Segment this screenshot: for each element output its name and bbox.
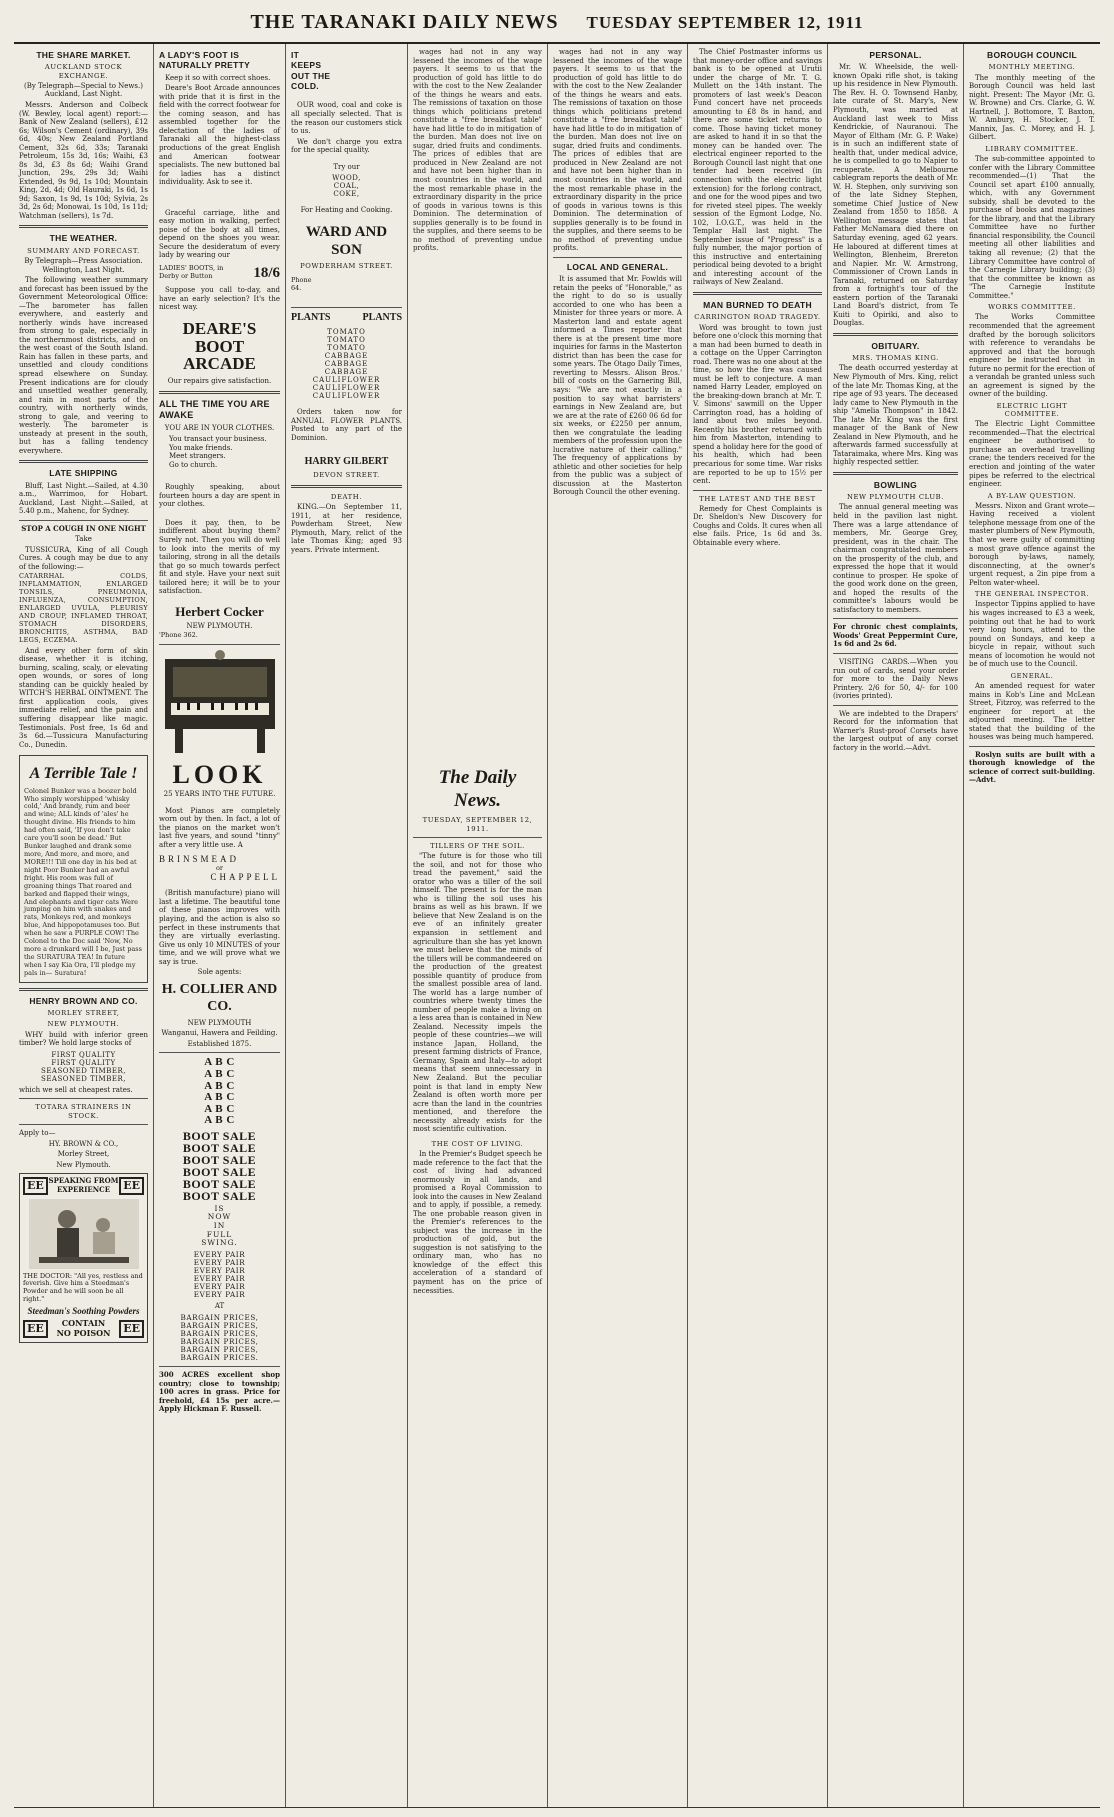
list-item: You transact your business. (169, 435, 267, 444)
masthead (14, 10, 1100, 44)
piano-body: Most Pianos are completely worn out by then. In fact, a lot of the pianos on the market won't last five years, and sound "tinny" after a very little use. A (159, 806, 280, 849)
bargain-line: BARGAIN PRICES, (180, 1328, 259, 1338)
apply-label: Apply to— (19, 1129, 56, 1137)
time-awake-body-2: Does it pay, then, to be indifferent about buying them? Surely not. Then you will do well to look into the merits of my tailoring, strong in all the details that go so much towards perfect fit and style. Have your next suit tailored here; it will be to your satisfaction. (159, 518, 280, 596)
list-item: TOMATO (327, 343, 366, 352)
steedman-logo: EE (23, 1320, 48, 1337)
column-4-upper-text (413, 48, 542, 760)
steedman-top-row (23, 1177, 144, 1194)
bylaw-heading: A BY-LAW QUESTION. (987, 491, 1077, 500)
share-market-body: Messrs. Anderson and Colbeck (W. Bewley, local agent) report:—Bank of New Zealand (sellers), £12 6s; Wilson's Cement (ordinary), 39s 6d, 40s; New Zealand Portland Cement, 32s 6d, 33s; Taranaki Petroleum, 15s 3d, 16s; Waihi, £3 8s 3d, £3 8s 6d; Waihi Grand Junction, 29s, 29s 3d; Waihi Extended, 9s 9d, 1s 10d; Mountain King, 2d, 4d; Old Hauraki, 1s 6d, 1s 9d; Saxon, 1s 9d, 1s 10d; Sylvia, 2s 3d, 2s 6d; Monowai, 1s 10d, 1s 11d; Watchman (sellers), 1s 7d. (19, 100, 148, 220)
divider (19, 520, 148, 521)
acres-ad: 300 ACRES excellent shop country; close to township; 100 acres in grass. Price for freehold, £4 15s per acre.—Apply Hickman F. Russell. (159, 1370, 280, 1414)
abc-line: A B C (204, 1056, 235, 1069)
local-general-body: It is assumed that Mr. Fowlds will retain the peeks of "Honorable," as the right to do so is usually accorded to one who has been a Minister for three years or more. A Masterton land and estate agent informed a Times reporter that there is at the present time more inquiries for farms in the Masterton district than has been the case for some years. The Otago Daily Times, reverting to Messrs. Alison Bros.' bill of costs on the Garnering Bill, says: "We are not exactly in a position to say what barristers' earnings in New Zealand are, but we are at the rate of £260 06 6d for six weeks, or £2250 per annum, then we congratulate the leading members of the profession upon the lucrative nature of their calling." The frequency of applications by athletic and other societies for help from the public was a subject of discussion at the Masterton Borough Council the other evening. (553, 275, 682, 497)
latest-heading: THE LATEST AND THE BEST (699, 494, 816, 503)
apply-town: New Plymouth. (56, 1160, 111, 1169)
coal-body: OUR wood, coal and coke is all specially selected. That is the reason our customers stick to us. (291, 101, 402, 136)
piano-body-2: (British manufacture) piano will last a lifetime. The beautiful tone of these pianos improves with playing, and the action is also so perfect in these instruments that they are virtually everlasting. Give us only 10 MINUTES of your time, and we will prove what we say is true. (159, 889, 280, 966)
abc-line: A B C (204, 1091, 235, 1104)
column-2 (154, 44, 286, 1807)
list-item: Meet strangers. (169, 452, 226, 461)
henry-brown-town: NEW PLYMOUTH. (47, 1020, 120, 1029)
inspector-heading: THE GENERAL INSPECTOR. (974, 590, 1090, 599)
list-item: COKE, (333, 190, 360, 199)
ward-address: POWDERHAM STREET. (300, 262, 393, 271)
chappell-label: CHAPPELL (210, 872, 280, 883)
weather-heading: THE WEATHER. (49, 233, 118, 244)
plants-header (291, 312, 402, 324)
electric-heading: ELECTRIC LIGHT COMMITTEE. (996, 401, 1068, 419)
ward-phone: Phone 64. (291, 275, 312, 292)
time-awake-heading: ALL THE TIME YOU ARE AWAKE (159, 398, 270, 420)
divider (19, 460, 148, 463)
divider (969, 746, 1095, 747)
local-general-continued: The Chief Postmaster informs us that money-order office and savings bank is to be opened at Urutii under the charge of Mr. T. G. Mullett on the 14th instant. The promoters of last week's Deacon Fund concert have net proceeds amounting to £8 8s in hand, and there are some ticket returns to come. Those having ticket money are asked to hand it in so that the money can be handed over. The electrical engineer reported to the Borough Council last night that one tender had been received (in connection with the electric light extension) for the forlong contract, and one for the wood pipes and two for riveted steel pipes. The weekly session of the Egmont Lodge, No. 102, I.O.G.T., was held in the Templar Hall last night. The September issue of "Progress" is a fully number, the major portion of this instructive and entertaining periodical being devoted to a bright and interesting account of the railways of New Zealand. (693, 48, 822, 287)
look-sub: 25 YEARS INTO THE FUTURE. (163, 790, 276, 799)
henry-brown-close: which we sell at cheapest rates. (19, 1085, 133, 1094)
inspector-body: Inspector Tippins applied to have his wages increased to £3 a week, pointing out that he had to work very long hours, attend to the pound on Sundays, and keep a bicycle in repair, without such means of locomotion he would not be of much use to the Council. (969, 600, 1095, 669)
personal-body: Mr. W. Wheelside, the well-known Opaki rifle shot, is taking up his residence in New Plymouth. The Rev. H. O. Townsend Hanby, late curate of St. Mary's, New Plymouth, was married at Auckland last week to Miss Kendrickie, of Nauranoui. The Mayor of Eltham (Mr. G. P. Wake) is in such an indifferent state of health that, under medical advice, he is compelled to go to Napier to recuperate. A Melbourne cablegram reports the death of Mr. W. H. Stephen, only surviving son of the late Sidney Stephen, sometime Chief Justice of New Zealand from 1850 to 1858. A Wellington message states that Father McNamara died there on Saturday evening, aged 62 years. He laboured at different times at Wellington, Blenheim, Brereton and Napier. Mr. W. Armstrong, Commissioner of Crown Lands in Taranaki, returned on Saturday from a fortnight's tour of the eastern portion of the Taranaki Land Board's district, from Te Kuiti to Opiriki, and also to Douglas. (833, 63, 959, 328)
time-awake-sub: YOU ARE IN YOUR CLOTHES. (164, 423, 275, 432)
or-label: or (215, 863, 224, 872)
divider (19, 988, 148, 991)
tillers-body: "The future is for those who till the soil, and not for those who tread the pavement," said the orator who was a tiller of the soil himself. The present is for the man who is tilling the soil uses his brains as well as his brawn. If we believe that New Zealand is on the eve of an infinitely greater expansion in settlement and agriculture than she has yet known we must believe that the minds of the tillers will be commandeered on the production of the greatest possible quantity of produce from the smallest possible area of land. The world has a large number of countries where twenty times the number of people make a living on a less area than is contained in New Zealand. Necessity impels the people of these countries—we will instance Japan, Holland, the present farming districts of France, Germany, Spain and Italy—to adopt means that seem unnecessary in New Zealand. But the peculiar point is that land in empty New Zealand is often worth more per acre than the land in the countries mentioned, and therefore the necessity already exists for the most scientific cultivation. (413, 852, 542, 1134)
every-pair-line: EVERY PAIR (193, 1257, 246, 1267)
divider (833, 618, 958, 619)
every-pair-line: EVERY PAIR (193, 1282, 246, 1292)
plants-body: Orders taken now for ANNUAL FLOWER PLANTS. Posted to any part of the Dominion. (291, 408, 402, 442)
column-grid (14, 44, 1100, 1808)
list-item: FIRST QUALITY (51, 1050, 116, 1059)
bowling-body: The annual general meeting was held in the pavilion last night. There was a large attendance of members, Mr. George Grey, president, was in the chair. The chairman congratulated members on the prosperity of the club, and expressed the hope that it would continue to prosper. He spoke of the good work done on the green, and hoped the results of the committee's labours would be satisfactory to members. (833, 503, 958, 614)
abc-block (159, 1057, 280, 1126)
list-item: WOOD, (332, 174, 361, 183)
works-heading: WORKS COMMITTEE. (988, 303, 1076, 312)
divider (159, 391, 280, 394)
ward-name: WARD AND SON (305, 223, 388, 259)
list-item: SEASONED TIMBER, (41, 1066, 126, 1075)
steedman-top-text: SPEAKING FROM EXPERIENCE (48, 1176, 119, 1194)
roslyn-ad: Roslyn suits are built with a thorough knowledge of the science of correct suit-building.—Advt. (969, 749, 1095, 785)
gilbert-name: HARRY GILBERT (304, 456, 389, 468)
lady-foot-heading: A LADY'S FOOT IS NATURALLY PRETTY (159, 50, 251, 71)
plants-left: PLANTS (291, 311, 331, 323)
personal-heading: PERSONAL. (869, 50, 922, 60)
column-4 (408, 44, 548, 1807)
sale-line: BOOT SALE (182, 1176, 257, 1191)
obituary-subheading: MRS. THOMAS KING. (852, 354, 939, 363)
now-in-swing-block (159, 1205, 280, 1248)
every-pair-line: EVERY PAIR (193, 1265, 246, 1275)
library-heading: LIBRARY COMMITTEE. (985, 144, 1079, 153)
fuel-list (291, 174, 402, 198)
column-6 (688, 44, 828, 1807)
list-item: You make friends. (169, 443, 233, 452)
column-1 (14, 44, 154, 1807)
abc-line: A B C (204, 1068, 235, 1080)
cost-of-living-continued: wages had not in any way lessened the incomes of the wage payers. It seems to us that the production of gold has little to do with the cost to the New Zealander of the things he wears and eats. The remissions of taxation on those things which politicians pretend constitute a "free breakfast table" have had little to do in mitigation of the burden. Man does not live on sugar, dried fruits and condiments. The prices of edibles that are produced in New Zealand are not and have not been higher than in most countries in the world, and the most remarkable phase in the extraordinary disparity in the price of goods in various towns is this Dominion. The determination of supplies generally is to be found in the supplies, and there seems to be no method of preventing undue profits. (553, 48, 682, 253)
cocker-phone: 'Phone 362. (159, 631, 198, 640)
list-item: CABBAGE (324, 367, 369, 376)
cough-ad-list: CATARRHAL COLDS, INFLAMMATION, ENLARGED TONSILS, PNEUMONIA, INFLUENZA, CONSUMPTION, ENLARGED UVULA, PLEURISY AND CROUP, INFLAMED THROAT, STOMACH DISORDERS, BRONCHITIS, ASTHMA, BAD LEGS, ECZEMA. (19, 572, 148, 644)
list-item: COAL, (333, 182, 360, 191)
collier-name: H. COLLIER AND CO. (161, 981, 278, 1014)
divider (291, 485, 402, 488)
plants-list (291, 328, 402, 400)
divider (833, 653, 958, 654)
share-market-subheading: AUCKLAND STOCK EXCHANGE. (44, 63, 123, 80)
general-body: An amended request for water mains in Kob's Line and McLean Street, Fitzroy, was referred to the engineer for report at the adjourned meeting. The letter stated that the building of the houses was being much hampered. (969, 682, 1095, 742)
column-7 (828, 44, 964, 1807)
burned-heading: MAN BURNED TO DEATH (703, 299, 812, 310)
divider (553, 257, 682, 258)
column-5 (548, 44, 688, 1807)
list-item: Go to church. (169, 460, 218, 469)
divider (19, 1124, 148, 1125)
cough-ad-heading: STOP A COUGH IN ONE NIGHT (21, 523, 146, 533)
newspaper-title: THE TARANAKI DAILY NEWS (250, 11, 559, 33)
every-pair-line: EVERY PAIR (193, 1249, 246, 1259)
doctor-illustration (29, 1199, 139, 1269)
try-label: Try our (333, 162, 360, 171)
collier-towns: Wanganui, Hawera and Feilding. (161, 1029, 278, 1038)
list-item: CABBAGE (324, 351, 369, 360)
gilbert-address: DEVON STREET. (313, 471, 380, 480)
bargain-line: BARGAIN PRICES, (180, 1320, 259, 1330)
bargain-line: BARGAIN PRICES, (180, 1345, 259, 1355)
works-body: The Works Committee recommended that the agreement drafted by the borough solicitors with reference to verandahs be approved and that the borough engineer be instructed that in future no permit for the erection of a verandah be granted unless such an agreement is signed by the owner of the building. (969, 313, 1095, 399)
cost-of-living-body: In the Premier's Budget speech he made reference to the fact that the cost of living had advanced enormously in all lands, and promised a Royal Commission to look into the causes in New Zealand and to apply, if possible, a remedy. The one probable reason given in the Premier's references to the subject was the increase in the production of gold, but the suggestion is not satisfying to the ordinary man, who has no knowledge of the effect this acceleration of a standard of payment has on the price of necessities. (413, 1150, 543, 1295)
swing-line: SWING. (201, 1238, 238, 1248)
daily-news-nameplate: The Daily News. (438, 767, 517, 812)
bowling-heading: BOWLING (873, 479, 918, 490)
bylaw-body: Messrs. Nixon and Grant wrote—Having received a violent telephone message from one of the master plumbers of New Plymouth, that we were guilty of committing a most grave offence against the borough by-laws, namely, disconnecting, at the owner's urgent request, a 2in pipe from a Pelton water-wheel. (969, 501, 1095, 587)
cough-ad-take: Take (75, 535, 92, 544)
boots-price: 18/6 (253, 264, 280, 281)
piano-illustration (161, 649, 279, 757)
list-item: SEASONED TIMBER, (41, 1074, 126, 1083)
library-body: The sub-committee appointed to confer with the Library Committee recommended—(1) That the Council set apart £100 annually, which, with any Government subsidy, shall be devoted to the purchase of books and magazines for the library, and that the Library Committee have no further financial responsibility, the Council meeting all other liabilities and taking all revenue; (2) that the Library Committee have control of the Carnegie Library building; (3) that the committee be known as "The Carnegie Institute Committee." (969, 155, 1095, 300)
swing-line: FULL (206, 1229, 233, 1239)
abc-line: A B C (204, 1102, 235, 1115)
plants-right: PLANTS (362, 311, 402, 323)
keeps-cold-heading: IT KEEPS OUT THE COLD. (291, 50, 331, 92)
swing-line: NOW (207, 1212, 232, 1222)
steedman-logo: EE (119, 1320, 144, 1337)
steedman-logo: EE (23, 1177, 48, 1194)
divider (19, 225, 148, 228)
divider (159, 1052, 280, 1053)
woods-ad: For chronic chest complaints, Woods' Great Peppermint Cure, 1s 6d and 2s 6d. (833, 622, 958, 649)
list-item: TOMATO (327, 335, 366, 344)
every-pair-line: EVERY PAIR (193, 1274, 246, 1284)
totara-line: TOTARA STRAINERS IN STOCK. (35, 1103, 132, 1120)
issue-date: TUESDAY SEPTEMBER 12, 1911 (586, 13, 864, 32)
steedman-logo: EE (119, 1177, 144, 1194)
heating-label: For Heating and Cooking. (300, 206, 393, 215)
council-body: The monthly meeting of the Borough Council was held last night. Present: The Mayor (Mr. G. W. Browne) and Crs. Clarke, G. W. Hartnell, J. Bottomore, T. Baxton, W. Ambury, H. Stocker, J. T. Mannix, Jas. C. Morey, and H. J. Gilbert. (969, 73, 1095, 142)
visiting-cards-ad: VISITING CARDS.—When you run out of cards, send your order for more to the Daily News Printery. 2/6 for 50, 4/- for 100 (ivories printed). (833, 657, 958, 701)
collier-established: Established 1875. (187, 1039, 252, 1048)
list-item: CAULIFLOWER (312, 392, 381, 401)
weather-subheading: SUMMARY AND FORECAST. (27, 246, 140, 255)
cough-ad-intro: TUSSICURA, King of all Cough Cures. A cough may be due to any of the following:— (19, 545, 148, 571)
list-item: FIRST QUALITY (51, 1058, 116, 1067)
bargain-line: BARGAIN PRICES, (180, 1336, 259, 1346)
list-item: CAULIFLOWER (312, 384, 381, 393)
time-awake-list (159, 435, 280, 469)
henry-brown-list (19, 1051, 148, 1083)
burned-body: Word was brought to town just before one o'clock this morning that a man had been burned to death in a cottage on the Upper Carrington road. There was no one about at the time, so how the fire was caused must be left to conjecture. A man named Harry Leader, employed on the breaking-down branch at Mr. T. V. Simons' sawmill on the Upper Carrington road, has a holding of land about two miles beyond. Recently his brother returned with him from Masterton, intending to spend a holiday here for the good of his health, which had been precarious for some time. War risks are reported to be up to 15½ per cent. (693, 323, 822, 486)
divider (159, 644, 280, 645)
steedman-bottom-text: CONTAIN NO POISON (56, 1318, 111, 1338)
cocker-address: NEW PLYMOUTH. (186, 621, 253, 630)
suratura-ad (19, 755, 148, 983)
steedman-caption: THE DOCTOR: "All yes, restless and feverish. Give him a Steedman's Powder and he will soon be all right." (23, 1271, 143, 1304)
henry-brown-body: WHY build with inferior green timber? We hold large stocks of (19, 1030, 148, 1048)
divider (291, 307, 402, 308)
swing-line: IS (214, 1203, 225, 1213)
sale-line: BOOT SALE (182, 1140, 257, 1155)
divider (693, 490, 822, 491)
brinsmead-label: BRINSMEAD (159, 853, 240, 864)
sale-line: BOOT SALE (182, 1188, 257, 1203)
collier-address: NEW PLYMOUTH (187, 1018, 252, 1027)
local-general-heading: LOCAL AND GENERAL. (566, 261, 669, 272)
obituary-body: The death occurred yesterday at New Plymouth of Mrs. King, relict of the late Mr. Thomas King, at the ripe age of 93 years. The deceased lady came to New Plymouth in the ship "Amelia Thompson" in 1842. The late Mr. King was the first manager of the Bank of New Zealand in New Plymouth, and he afterwards farmed successfully at Tataraimaka, where Mrs. King was highly respected settler. (833, 364, 958, 467)
deare-tagline: Our repairs give satisfaction. (167, 377, 272, 386)
latest-body: Remedy for Chest Complaints is Dr. Sheldon's New Discovery for Coughs and Colds. It cures when all else fails. Price, 1s 6d and 3s. Obtainable every where. (693, 504, 822, 548)
abc-line: A B C (204, 1114, 235, 1127)
weather-byline: By Telegraph—Press Association. Wellington, Last Night. (24, 257, 143, 274)
cost-of-living-heading: THE COST OF LIVING. (431, 1139, 524, 1148)
suratura-heading: A Terrible Tale ! (29, 765, 138, 783)
coal-body-2: We don't charge you extra for the special quality. (291, 137, 402, 155)
cough-ad-body: And every other form of skin disease, whether it is itching, burning, scaling, scaly, or elevating open wounds, or sores of long standing can be quickly healed by WITCH'S HERBAL OINTMENT. The first application cools, gives immediate relief, and the pain and suffering disappear like magic. Testimonials. Post free, 1s 6d and 3s 6d.—Tussicura Manufacturing Co., Dunedin. (19, 646, 148, 749)
swing-line: IN (213, 1220, 226, 1230)
list-item: CABBAGE (324, 359, 369, 368)
lady-foot-body-2: Graceful carriage, lithe and easy motion in walking, perfect poise of the body at all times, depend on the shoes you wear. Secure the desideratum of every lady by wearing our (159, 208, 280, 260)
lady-foot-body: Deare's Boot Arcade announces with pride that it is first in the field with the correct footwear for the coming season, and has assembled together for the delectation of the ladies of Taranaki all the highest-class productions of the great English and American footwear specialists. The new buttoned bal for ladies has a distinct individuality. Ask to see it. (159, 84, 281, 187)
sole-agents-label: Sole agents: (197, 968, 242, 977)
suratura-verse: Colonel Bunker was a boozer bold Who simply worshipped 'whisky cold,' And brandy, rum and beer and wine; ALL kinds of 'ales' he thought divine. His friends to him had often said, 'If you don't take care you'll soon be dead.' But Bunker laughed and drank some more, And more, and more, and MORE!!! Till one day in his bed at night Poor Bunker had an awful fright. His room was full of groaning things That roared and barked and flapped their wings, And elephants and tiger cats Were jumping on him with snakes and rats, Monkeys red, and monkeys blue, And hippopotamuses too. But when he saw a PURPLE COW! The Colonel to the Doc said 'Now, No more a drunkard will I be, Just pass the SURATURA TEA! In future when I say Kia Ora, I'll pledge my pals in— Suratura! (24, 786, 142, 977)
weather-body: The following weather summary and forecast has been issued by the Government Meteorological Office:—The barometer has fallen everywhere, and easterly and northerly winds have increased from strong to gale, especially in the northernmost districts, and on the west coast of the South Island. Rain has fallen in these parts, and unsettled and cloudy conditions spread elsewhere on Sunday. Present indications are for cloudy and unsettled weather generally, and rain in most parts of the country, with northerly winds, strong to gale, and veering to westerly. The barometer is unsteady at present in the south, but has a falling tendency everywhere. (19, 276, 148, 455)
council-subheading: MONTHLY MEETING. (988, 63, 1076, 72)
divider (833, 705, 958, 706)
boots-label: LADIES' BOOTS, in Derby or Button (159, 264, 224, 280)
drapers-ad: We are indebted to the Drapers' Record for the information that Warner's Rust-proof Corsets have the largest output of any corset factory in the world.—Advt. (833, 709, 958, 752)
cocker-name: Herbert Cocker (175, 603, 264, 619)
share-market-byline: (By Telegraph—Special to News.) Auckland, Last Night. (24, 81, 143, 99)
council-heading: BOROUGH COUNCIL (987, 50, 1077, 60)
shipping-body: Bluff, Last Night.—Sailed, at 4.30 a.m., Warrimoo, for Hobart. Auckland, Last Night.—Sailed, at 5.40 p.m., Mahenc, for Sydney. (19, 481, 148, 516)
sale-line: BOOT SALE (182, 1128, 257, 1143)
divider (833, 333, 958, 336)
lady-foot-intro: Keep it so with correct shoes. (165, 73, 271, 82)
divider (413, 837, 542, 838)
abc-line: A B C (204, 1079, 235, 1092)
shipping-heading: LATE SHIPPING (49, 468, 118, 479)
henry-brown-heading: HENRY BROWN AND CO. (29, 995, 138, 1006)
sale-line: BOOT SALE (182, 1152, 257, 1167)
henry-brown-street: MORLEY STREET, (47, 1009, 120, 1018)
steedman-brand: Steedman's Soothing Powders (27, 1306, 140, 1317)
every-pair-block (159, 1251, 280, 1299)
obituary-heading: OBITUARY. (871, 340, 920, 351)
divider (833, 472, 958, 475)
divider (19, 1098, 148, 1099)
steedman-ad (19, 1173, 148, 1343)
bargain-line: BARGAIN PRICES, (180, 1312, 259, 1322)
editorial-dateline: TUESDAY, SEPTEMBER 12, 1911. (422, 816, 533, 833)
apply-name: HY. BROWN & CO., (48, 1139, 119, 1148)
column-8 (964, 44, 1100, 1807)
sale-line: BOOT SALE (182, 1164, 257, 1179)
divider (693, 292, 822, 295)
death-heading: DEATH. (330, 492, 363, 501)
boots-price-row (159, 264, 280, 282)
boot-sale-block (159, 1130, 280, 1202)
general-heading: GENERAL. (1010, 671, 1054, 680)
share-market-heading: THE SHARE MARKET. (36, 50, 131, 60)
list-item: CAULIFLOWER (312, 376, 381, 385)
bowling-subheading: NEW PLYMOUTH CLUB. (846, 493, 945, 502)
column-3 (286, 44, 408, 1807)
lady-foot-body-3: Suppose you call to-day, and have an early selection? It's the nicest way. (159, 286, 280, 312)
bargain-line: BARGAIN PRICES. (180, 1353, 259, 1363)
deare-name: DEARE'S BOOT ARCADE (182, 318, 257, 374)
steedman-bottom-row (23, 1319, 144, 1339)
bargain-block (159, 1314, 280, 1362)
time-awake-body: Roughly speaking, about fourteen hours a day are spent in your clothes. (159, 483, 280, 509)
list-item: TOMATO (327, 327, 366, 336)
burned-subheading: CARRINGTON ROAD TRAGEDY. (694, 313, 821, 322)
electric-body: The Electric Light Committee recommended—That the electrical engineer be authorised to purchase an overhead travelling crane; the tenders received for the erection and jointing of the water pipes be referred to the electrical engineer. (969, 420, 1095, 489)
tillers-heading: TILLERS OF THE SOIL. (430, 841, 525, 850)
apply-street: Morley Street, (57, 1150, 110, 1159)
tillers-continuation: wages had not in any way lessened the incomes of the wage payers. It seems to us that the production of gold has little to do with the cost to the New Zealander of the things he wears and eats. The remissions of taxation on those things which politicians pretend constitute a "free breakfast table" have had little to do in mitigation of the burden. Man does not live on sugar, dried fruits and condiments. The prices of edibles that are produced in New Zealand are not and have not been higher than in most countries in the world, and the most remarkable phase in the extraordinary disparity in the price of goods in various towns is this Dominion. The determination of supplies generally is to be found in the supplies, and there seems to be no method of preventing undue profits. (413, 48, 542, 253)
look-word: LOOK (172, 760, 267, 790)
divider (159, 1366, 280, 1367)
death-notice: KING.—On September 11, 1911, at her residence, Powderham Street, New Plymouth, Mary, relict of the late Thomas King; aged 93 years. Private interment. (291, 503, 402, 554)
at-label: AT (214, 1302, 225, 1311)
every-pair-line: EVERY PAIR (193, 1290, 246, 1300)
